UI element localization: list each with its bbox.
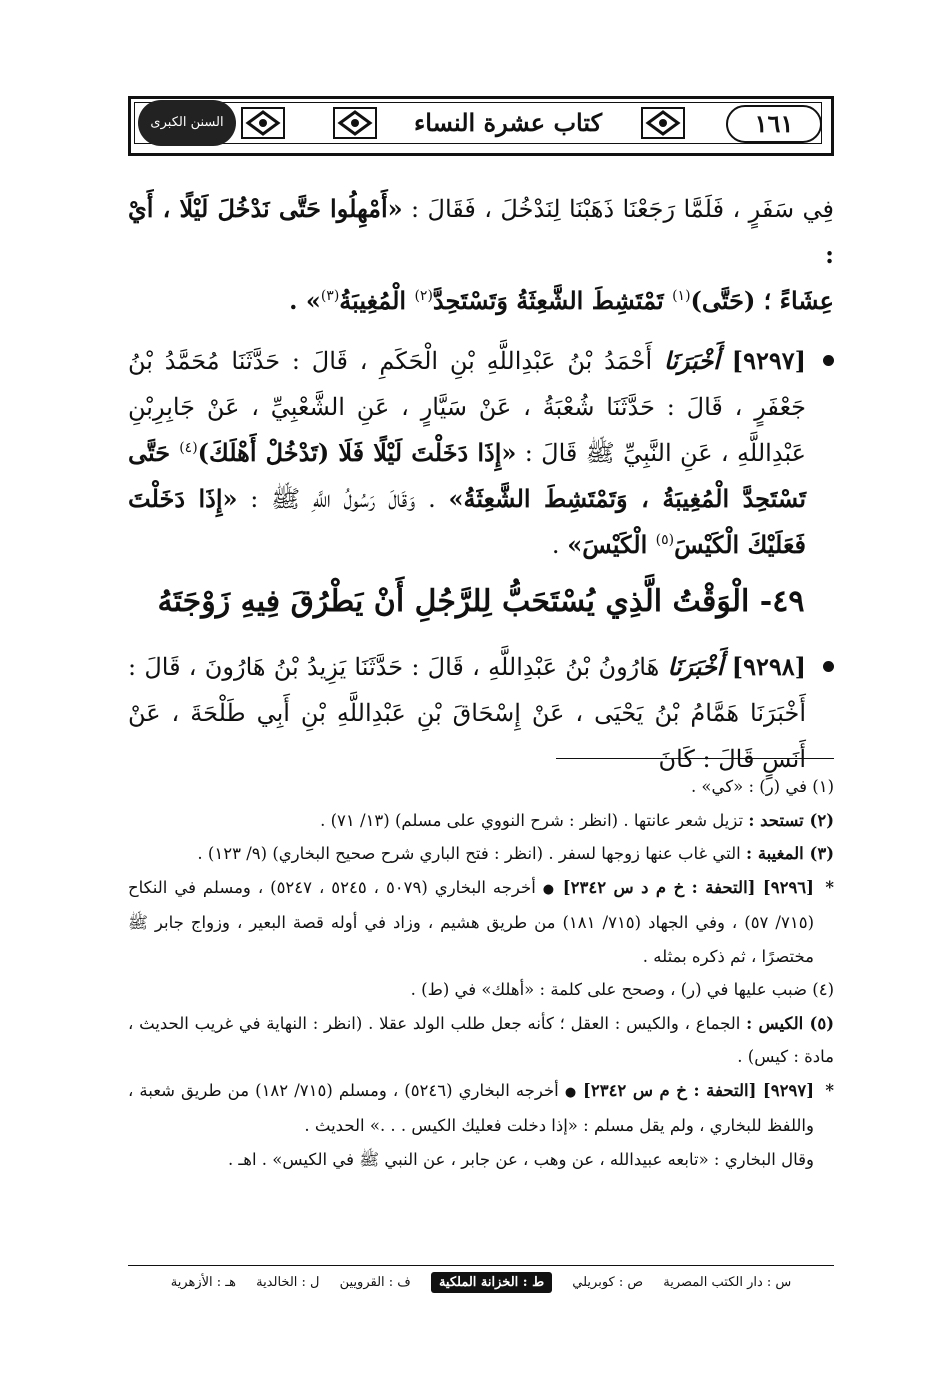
footnote — [128, 804, 834, 838]
star-icon: * — [825, 1080, 834, 1100]
text-run: فِي سَفَرٍ ، فَلَمَّا رَجَعْنَا ذَهَبْنَا لِنَدْخُلَ ، فَقَالَ : — [402, 195, 834, 223]
takhrij-note-continued: وقال البخاري : «تابعه عبيدالله ، عن وهب ، عن جابر ، عن النبي ﷺ في الكيس» . اهـ . — [227, 1149, 814, 1169]
hadith-quote: » . — [289, 286, 321, 315]
star-icon: * — [825, 877, 834, 897]
footnote-marker: (٢) — [414, 288, 433, 304]
ornament-icon — [640, 104, 686, 142]
text-run: . — [551, 531, 568, 559]
hadith-quote: الْمُغِيبَةُ — [339, 286, 415, 315]
manuscript-legend — [128, 1268, 834, 1298]
footnote-label: (٥) الكيس : — [746, 1013, 835, 1033]
footnote-text: الجماع ، والكيس : العقل ؛ كأنه جعل طلب الولد عقلا . (انظر : النهاية في غريب الحديث ، مادة : كيس) . — [128, 1013, 834, 1066]
takhrij-note — [128, 871, 834, 974]
main-text — [128, 186, 834, 568]
akhbarana-word: أَخْبَرَنَا — [663, 346, 720, 375]
footnote-separator — [556, 758, 834, 759]
hadith-quote: «إِذَا دَخَلْتَ فَعَلَيْكَ الْكَيْسَ — [128, 484, 806, 559]
takhrij-text: أخرجه البخاري (٥٢٤٦) ، ومسلم (٧١٥/ ١٨٢) من طريق شعبة ، واللفظ للبخاري ، ولم يقل مسلم : «إذا دخلت فعليك الكيس . . .» الحديث . — [128, 1080, 814, 1135]
takhrij-text: أخرجه البخاري (٥٠٧٩ ، ٥٢٤٥ ، ٥٢٤٧) ، ومسلم في النكاح (٧١٥/ ٥٧) ، وفي الجهاد (٧١٥/ ١٨١) من طريق هشيم ، وزاد في أوله قصة البعير ، وزواج جابر ﷺ مختصرًا ، ثم ذكره بمثله . — [128, 877, 815, 966]
takhrij-label: [٩٢٩٦] [التحفة : خ م د س ٢٣٤٢] — [562, 877, 814, 897]
footnote-text: التي غاب عنها زوجها لسفر . (انظر : فتح الباري شرح صحيح البخاري) (٩/ ١٢٣) . — [197, 844, 746, 863]
text-run: هَارُونُ بْنُ عَبْدِاللَّهِ ، قَالَ : حَدَّثَنَا يَزِيدُ بْنُ هَارُونَ ، قَالَ : أَخْبَرَنَا هَمَّامُ بْنُ يَحْيَى ، عَنْ إِسْحَاقَ بْنِ عَبْدِاللَّهِ بْنِ أَبِي طَلْحَةَ ، عَنْ أَنَسٍ قَالَ : كَانَ — [128, 653, 806, 773]
chapter-heading: ٤٩- الْوَقْتُ الَّذِي يُسْتَحَبُّ لِلرَّجُلِ أَنْ يَطْرُقَ فِيهِ زَوْجَتَهُ — [157, 584, 805, 619]
takhrij-label: [٩٢٩٧] [التحفة : خ م س ٢٣٤٢] — [583, 1080, 815, 1100]
footnotes — [128, 770, 834, 1176]
dot-icon: ● — [542, 881, 556, 897]
akhbarana-word: أَخْبَرَنَا — [667, 652, 724, 681]
page-header — [128, 96, 834, 156]
legend-separator — [128, 1265, 834, 1266]
bullet-icon — [823, 355, 834, 366]
footnote-marker: (١) — [672, 288, 691, 304]
hadith-quote: «إِذَا دَخَلْتَ لَيْلًا فَلَا (تَدْخُلْ أَهْلَكَ) — [197, 438, 517, 467]
book-title: كتاب عشرة النساء — [413, 108, 603, 137]
ornament-icon — [332, 104, 378, 142]
text-run: أَحْمَدُ بْنُ عَبْدِاللَّهِ بْنِ الْحَكَمِ ، قَالَ : حَدَّثَنَا مُحَمَّدُ بْنُ جَعْفَرٍ ، قَالَ : حَدَّثَنَا شُعْبَةُ ، عَنْ سَيَّارٍ ، عَنِ الشَّعْبِيِّ ، عَنْ جَابِرِبْنِ عَبْدِاللَّهِ ، عَنِ النَّبِيِّ ﷺ قَالَ : — [128, 347, 807, 467]
footnote-marker: (٣) — [320, 288, 340, 304]
page-number: ١٦١ — [754, 109, 794, 138]
hadith-quote: «أَمْهِلُوا حَتَّى نَدْخُلَ لَيْلًا ، أَيْ : — [128, 194, 834, 269]
book-emblem: السنن الكبرى — [138, 100, 236, 146]
footnote: (٤) ضبب عليها في (ر) ، وصحح على كلمة : «أهلك» في (ط) . — [410, 980, 834, 999]
legend-item: ف : القرويين — [339, 1275, 411, 1290]
hadith-paragraph — [128, 338, 834, 568]
hadith-quote: حَتَّى تَسْتَحِدَّ الْمُغِيبَةُ ، وَتَمْتَشِطَ الشَّعِثَةُ» — [128, 438, 807, 513]
hadith-quote: عِشَاءً ؛ (حَتَّى) — [690, 286, 834, 315]
takhrij-note — [128, 1074, 834, 1143]
footnote-label: (٢) تستحد : — [748, 810, 834, 830]
paragraph — [128, 186, 834, 324]
legend-item: ص : كوبريلي — [572, 1275, 644, 1290]
hadith-quote: الْكَيْسَ» — [567, 530, 656, 559]
hadith-quote: تَمْتَشِطَ الشَّعِثَةُ وَتَسْتَحِدَّ — [432, 286, 673, 315]
text-run: . وَقَالَ رَسُولُ اللَّهِ ﷺ : — [237, 485, 449, 513]
legend-item: هـ : الأزهرية — [170, 1275, 236, 1290]
footnote: (١) في (ر) : «كي» . — [690, 777, 834, 796]
bullet-icon — [823, 661, 834, 672]
footnote — [128, 1007, 834, 1074]
footnote-marker: (٥) — [655, 532, 675, 548]
dot-icon: ● — [564, 1084, 577, 1100]
footnote-label: (٣) المغيبة : — [746, 844, 834, 863]
legend-item: س : دار الكتب المصرية — [663, 1275, 792, 1290]
legend-item-highlighted: ط : الخزانة الملكية — [431, 1272, 552, 1293]
hadith-paragraph — [128, 644, 834, 782]
ornament-icon — [240, 104, 286, 142]
hadith-number: [٩٢٩٧] — [731, 346, 806, 375]
hadith-number: [٩٢٩٨] — [731, 652, 806, 681]
main-text-continued — [128, 644, 834, 782]
footnote-marker: (٤) — [179, 440, 198, 456]
legend-item: ل : الخالدية — [256, 1275, 320, 1290]
footnote-text: تزيل شعر عانتها . (انظر : شرح النووي على مسلم) (١٣/ ٧١) . — [320, 810, 749, 830]
footnote — [128, 837, 834, 871]
